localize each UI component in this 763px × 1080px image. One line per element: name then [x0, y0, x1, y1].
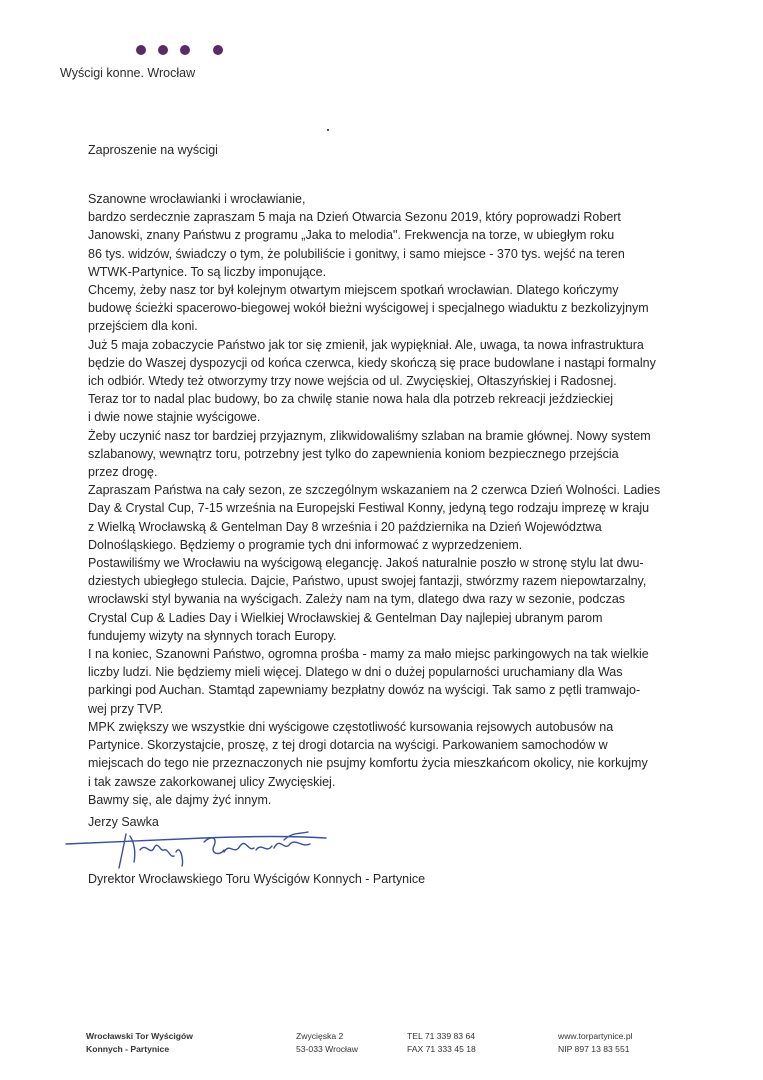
brand-name: Wyścigi konne. Wrocław — [60, 66, 196, 80]
footer-nip: NIP 897 13 83 551 — [558, 1043, 630, 1054]
body-line: Janowski, znany Państwu z programu „Jaka to melodia". Frekwencja na torze, w ubiegłym roku — [88, 228, 615, 243]
body-line: bardzo serdecznie zapraszam 5 maja na Dzień Otwarcia Sezonu 2019, który poprowadzi Robert — [88, 210, 621, 225]
body-line: Teraz tor to nadal plac budowy, bo za chwilę stanie nowa hala dla potrzeb rekreacji jeździeckiej — [88, 392, 614, 407]
body-line: będzie do Waszej dyspozycji od końca czerwca, kiedy skończą się prace budowlane i nastąpi formalny — [88, 355, 656, 370]
author-title: Dyrektor Wrocławskiego Toru Wyścigów Konnych - Partynice — [88, 872, 426, 886]
footer-address — [296, 1030, 358, 1055]
footer-street: Zwycięska 2 — [296, 1031, 344, 1041]
body-line: Crystal Cup & Ladies Day i Wielkiej Wrocławskiej & Gentelman Day najlepiej ubranym parom — [88, 610, 603, 625]
body-line: fundujemy wizyty na słynnych torach Europy. — [88, 628, 337, 643]
body-line: wrocławski styl bywania na wyścigach. Zależy nam na tym, dlatego dwa razy w sezonie, podczas — [88, 592, 626, 607]
body-line: i tak zawsze zakorkowanej ulicy Zwycięskiej. — [88, 774, 336, 789]
body-line: miejscach do tego nie przeznaczonych nie psujmy komfortu życia mieszkańcom okolicy, nie korkujmy — [88, 756, 648, 771]
letter-subject: Zaproszenie na wyścigi — [88, 143, 218, 157]
body-line: szlabanowy, wewnątrz toru, potrzebny jest tylko do zapewnienia koniom bezpiecznego przejścia — [88, 446, 619, 461]
body-line: Szanowne wrocławianki i wrocławianie, — [88, 192, 306, 206]
body-line: MPK zwiększy we wszystkie dni wyścigowe częstotliwość kursowania rejsowych autobusów na — [88, 719, 614, 734]
body-line: parkingi pod Auchan. Stamtąd zapewniamy bezpłatny dowóz na wyścigi. Tak samo z pętli tramwajo- — [88, 683, 641, 698]
footer-web — [558, 1030, 633, 1055]
body-line: Już 5 maja zobaczycie Państwo jak tor się zmienił, jak wypiękniał. Ale, uwaga, ta nowa infrastruktura — [88, 337, 644, 352]
body-line: I na koniec, Szanowni Państwo, ogromna prośba - mamy za mało miejsc parkingowych na tak wielkie — [88, 647, 649, 662]
body-line: przez drogę. — [88, 465, 158, 480]
body-line: Chcemy, żeby nasz tor był kolejnym otwartym miejscem spotkań wrocławian. Dlatego kończymy — [88, 283, 619, 298]
body-line: liczby ludzi. Nie będziemy mieli więcej. Dlatego w dni o dużej popularności uruchamiany dla Was — [88, 665, 623, 680]
body-line: budowę ścieżki spacerowo-biegowej wokół bieżni wyścigowej i specjalnego wiaduktu z bezkolizyjnym — [88, 301, 649, 316]
body-line: Postawiliśmy we Wrocławiu na wyścigową elegancję. Jakoś naturalnie poszło w stronę stylu lat dwu- — [88, 556, 644, 571]
footer-org-line1: Wrocławski Tor Wyścigów — [86, 1031, 193, 1041]
footer-tel: TEL 71 339 83 64 — [407, 1031, 476, 1041]
body-line: wej przy TVP. — [88, 701, 164, 716]
body-line: Dolnośląskiego. Będziemy o programie tych dni informować z wyprzedzeniem. — [88, 537, 523, 552]
body-line: dziestych ubiegłego stulecia. Dajcie, Państwo, upust swojej fantazji, stwórzmy razem niepowtarzalny, — [88, 574, 647, 589]
footer-contact — [407, 1030, 476, 1055]
footer-fax: FAX 71 333 45 18 — [407, 1043, 476, 1054]
body-line: ich odbiór. Wtedy też otworzymy trzy nowe wejścia od ul. Zwycięskiej, Ołtaszyńskiej i Radosnej. — [88, 374, 617, 389]
footer-org-line2: Konnych - Partynice — [86, 1043, 170, 1054]
body-line: Bawmy się, ale dajmy żyć innym. — [88, 792, 272, 807]
footer-website-link[interactable]: www.torpartynice.pl — [558, 1031, 633, 1041]
letter-body — [88, 190, 688, 809]
logo-dots-icon — [136, 45, 276, 57]
body-line: z Wielką Wrocławską & Gentelman Day 8 września i 20 października na Dzień Województwa — [88, 519, 602, 534]
stray-mark — [327, 129, 329, 131]
body-line: WTWK-Partynice. To są liczby imponujące. — [88, 264, 327, 279]
body-line: 86 tys. widzów, świadczy o tym, że polubiliście i gonitwy, i samo miejsce - 370 tys. wejść na teren — [88, 246, 625, 261]
footer-organization — [86, 1030, 193, 1055]
body-line: Żeby uczynić nasz tor bardziej przyjaznym, zlikwidowaliśmy szlaban na bramie głównej. Nowy system — [88, 428, 651, 443]
body-line: przejściem dla koni. — [88, 319, 198, 334]
body-line: i dwie nowe stajnie wyścigowe. — [88, 410, 261, 425]
body-line: Partynice. Skorzystajcie, proszę, z tej drogi dotarcia na wyścigi. Parkowaniem samochodów w — [88, 738, 608, 753]
body-line: Day & Crystal Cup, 7-15 września na Europejski Festiwal Konny, jedyną tego rodzaju imprezę w kraju — [88, 501, 650, 516]
footer-city: 53-033 Wrocław — [296, 1043, 358, 1054]
body-line: Zapraszam Państwa na cały sezon, ze szczególnym wskazaniem na 2 czerwca Dzień Wolności. Ladies — [88, 483, 661, 498]
author-name: Jerzy Sawka — [88, 815, 159, 829]
